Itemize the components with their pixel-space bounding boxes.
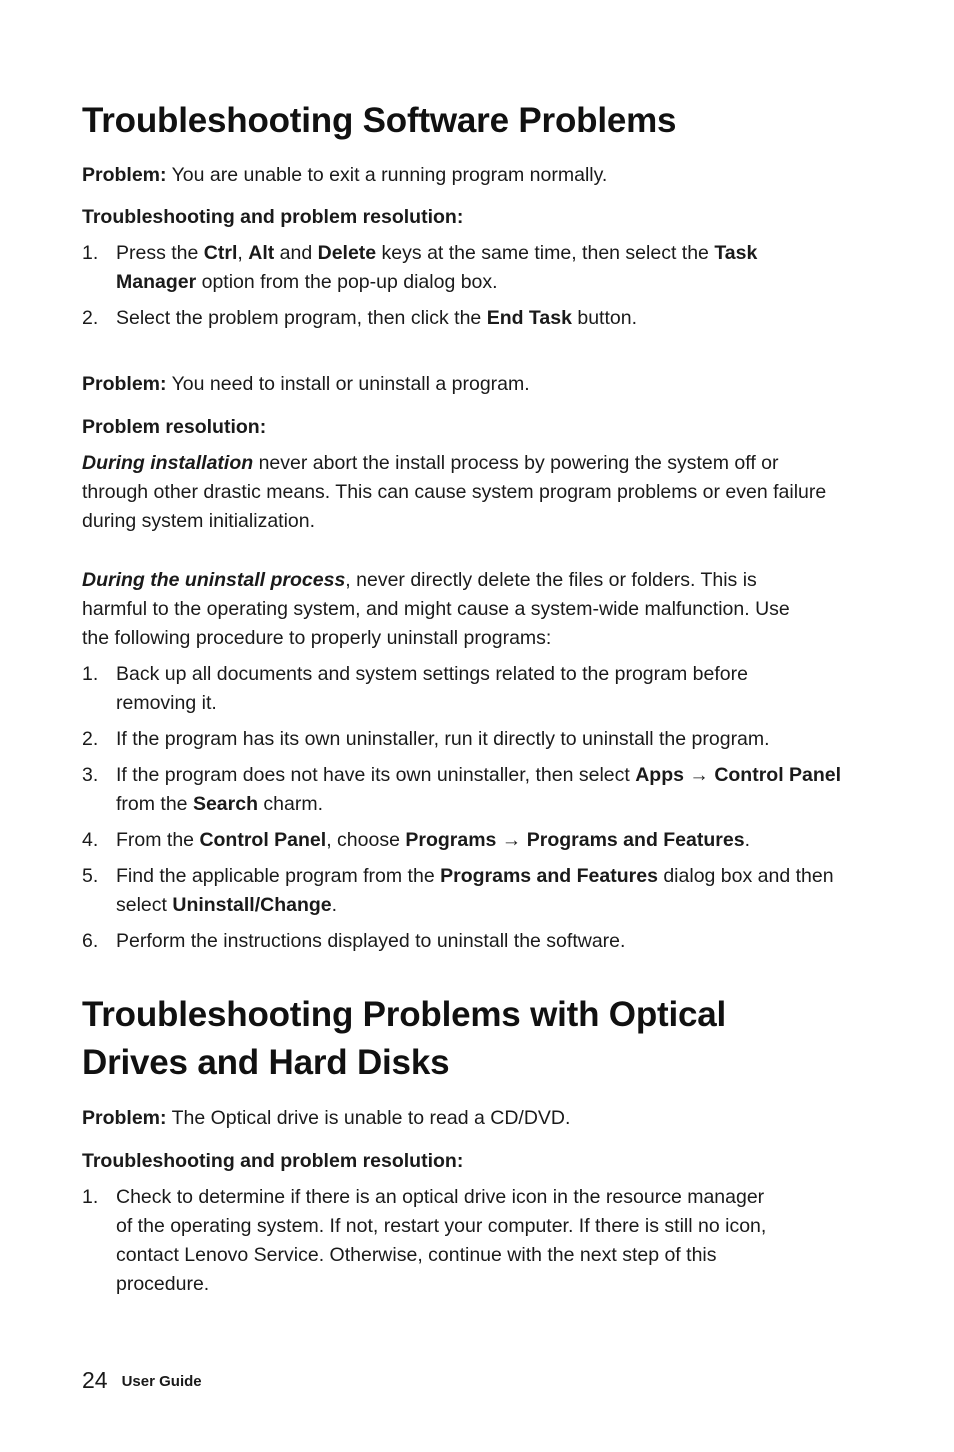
programs-term: Programs — [405, 829, 497, 851]
list-number: 2. — [82, 307, 99, 329]
list-item — [82, 826, 862, 855]
control-panel-term: Control Panel — [199, 829, 327, 851]
list-item — [82, 761, 862, 819]
page-number: 24 — [82, 1367, 108, 1393]
problem-label: Problem: — [82, 164, 167, 186]
key-ctrl: Ctrl — [203, 242, 238, 264]
resolution-heading-text: Troubleshooting and problem resolution: — [82, 1150, 464, 1172]
list-number: 2. — [82, 728, 99, 750]
steps-list-1 — [82, 239, 842, 333]
problem-text: You need to install or uninstall a program. — [166, 373, 530, 395]
list-number: 5. — [82, 865, 99, 887]
title-line: Drives and Hard Disks — [82, 1043, 450, 1082]
text: From the — [116, 829, 200, 851]
arrow-icon: → — [683, 764, 715, 786]
text: Press the — [116, 242, 204, 264]
problem-label: Problem: — [82, 373, 167, 395]
apps-term: Apps — [635, 764, 684, 786]
text-line: of the operating system. If not, restart your computer. If there is still no icon, — [116, 1215, 767, 1237]
key-delete: Delete — [317, 242, 377, 264]
problem-2 — [82, 370, 530, 399]
text: If the program does not have its own uninstaller, then select — [116, 764, 636, 786]
text: button. — [571, 307, 637, 329]
install-emphasis: During installation — [82, 452, 254, 474]
problem-3 — [82, 1104, 570, 1133]
search-term: Search — [192, 793, 258, 815]
uninstall-paragraph — [82, 566, 822, 653]
page-footer — [82, 1367, 202, 1394]
list-number: 1. — [82, 663, 99, 685]
uninstall-emphasis: During the uninstall process — [82, 569, 346, 591]
programs-features-term: Programs and Features — [526, 829, 745, 851]
problem-text: The Optical drive is unable to read a CD/DVD. — [166, 1107, 571, 1129]
text-line: contact Lenovo Service. Otherwise, continue with the next step of this — [116, 1244, 717, 1266]
list-item — [82, 239, 842, 297]
list-number: 4. — [82, 829, 99, 851]
section-title-optical — [82, 991, 726, 1087]
text: . — [331, 894, 338, 916]
control-panel-term: Control Panel — [714, 764, 842, 786]
list-number: 6. — [82, 930, 99, 952]
text: option from the pop-up dialog box. — [196, 271, 498, 293]
text: Select the problem program, then click the — [116, 307, 487, 329]
text: keys at the same time, then select the — [376, 242, 715, 264]
text: . — [744, 829, 750, 851]
uninstall-text: , never directly delete the files or folders. This is harmful to the operating system, and might cause a system-wide malfunction. Use the following procedure to properly uninstall programs: — [82, 569, 790, 649]
arrow-icon: → — [496, 829, 527, 851]
problem-1 — [82, 161, 607, 190]
text: If the program has its own uninstaller, run it directly to uninstall the program. — [116, 728, 770, 750]
text: Find the applicable program from the — [116, 865, 441, 887]
text: , choose — [326, 829, 406, 851]
install-text: never abort the install process by powering the system off or through other drastic means. This can cause system program problems or even failure during system initialization. — [82, 452, 827, 532]
steps-list-2 — [82, 660, 862, 956]
list-item — [82, 660, 821, 718]
text: , — [237, 242, 249, 264]
text: Back up all documents and system settings related to the program before removing it. — [116, 663, 748, 714]
text: Perform the instructions displayed to uninstall the software. — [116, 930, 626, 952]
list-number: 1. — [82, 242, 99, 264]
text-line: Check to determine if there is an optical drive icon in the resource manager — [116, 1186, 765, 1208]
resolution-heading-1 — [82, 203, 463, 232]
list-item — [82, 304, 842, 333]
problem-label: Problem: — [82, 1107, 167, 1129]
list-item — [82, 862, 862, 920]
list-item — [82, 927, 862, 956]
text: charm. — [258, 793, 324, 815]
list-number: 1. — [82, 1186, 99, 1208]
text: and — [274, 242, 318, 264]
key-alt: Alt — [248, 242, 275, 264]
task-manager-term: Task Manager — [116, 242, 758, 293]
text: dialog box and then select — [116, 865, 834, 916]
list-item — [82, 725, 862, 754]
text-line: procedure. — [116, 1273, 210, 1295]
uninstall-change-term: Uninstall/Change — [172, 894, 332, 916]
title-line: Troubleshooting Problems with Optical — [82, 995, 727, 1034]
resolution-heading-2 — [82, 413, 266, 442]
resolution-heading-text: Troubleshooting and problem resolution: — [82, 206, 464, 228]
text: from the — [116, 793, 193, 815]
steps-list-3 — [82, 1183, 862, 1299]
problem-text: You are unable to exit a running program normally. — [166, 164, 608, 186]
end-task-term: End Task — [486, 307, 572, 329]
install-paragraph — [82, 449, 842, 536]
resolution-heading-text: Problem resolution: — [82, 416, 267, 438]
footer-label: User Guide — [121, 1373, 202, 1390]
resolution-heading-3 — [82, 1147, 463, 1176]
section-title-software: Troubleshooting Software Problems — [82, 101, 677, 140]
list-number: 3. — [82, 764, 99, 786]
programs-features-term: Programs and Features — [440, 865, 658, 887]
list-item — [82, 1183, 862, 1299]
